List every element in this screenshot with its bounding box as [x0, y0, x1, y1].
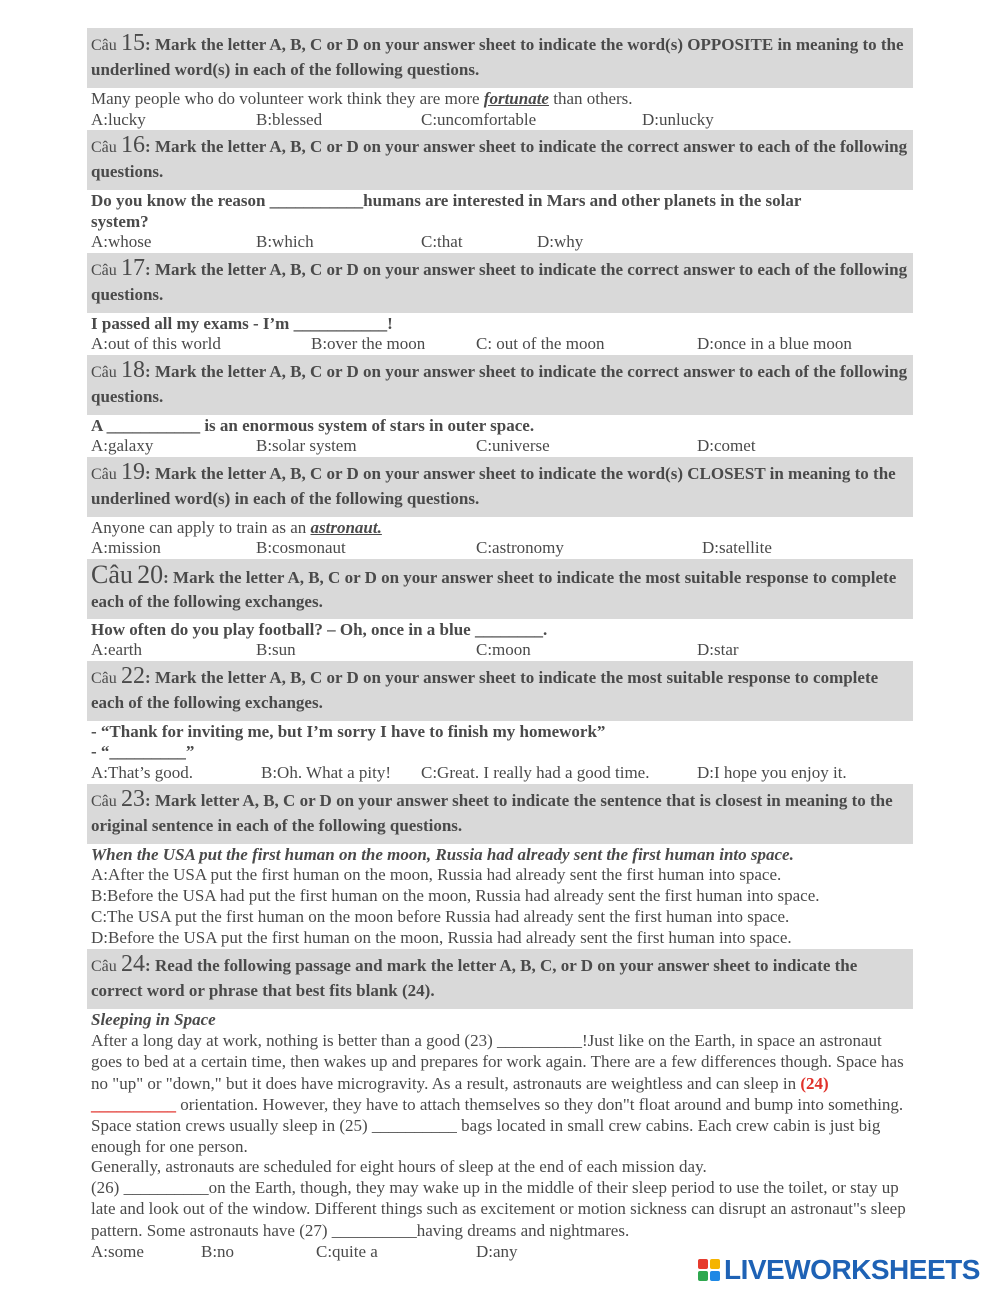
question-20-option-b[interactable]: B:sun — [256, 640, 296, 659]
question-16-option-b[interactable]: B:which — [256, 232, 314, 251]
question-18-option-d[interactable]: D:comet — [697, 436, 756, 455]
question-23-option-a[interactable]: A:After the USA put the first human on the moon, Russia had already sent the first human into space. — [91, 865, 782, 884]
question-19-option-a[interactable]: A:mission — [91, 538, 161, 557]
question-16-stem-line-1: Do you know the reason ___________humans are interested in Mars and other planets in the solar — [91, 191, 802, 210]
question-23-instruction: Câu 23: Mark letter A, B, C or D on your answer sheet to indicate the sentence that is closest in meaning to the original sentence in each of the following questions. — [91, 786, 893, 835]
question-15-option-a[interactable]: A:lucky — [91, 110, 146, 129]
question-17-option-b[interactable]: B:over the moon — [311, 334, 426, 353]
question-17-option-c[interactable]: C: out of the moon — [476, 334, 605, 353]
question-19-option-b[interactable]: B:cosmonaut — [256, 538, 346, 557]
passage-title: Sleeping in Space — [91, 1010, 216, 1029]
question-15-option-c[interactable]: C:uncomfortable — [421, 110, 537, 129]
question-22-option-c[interactable]: C:Great. I really had a good time. — [421, 763, 650, 782]
question-17-option-a[interactable]: A:out of this world — [91, 334, 221, 353]
question-20-option-c[interactable]: C:moon — [476, 640, 531, 659]
question-16-instruction: Câu 16: Mark the letter A, B, C or D on your answer sheet to indicate the correct answer to each of the following questions. — [91, 132, 908, 181]
question-19-option-d[interactable]: D:satellite — [702, 538, 772, 557]
passage-paragraph-2: Generally, astronauts are scheduled for eight hours of sleep at the end of each mission day. — [91, 1157, 707, 1176]
question-23-option-d[interactable]: D:Before the USA put the first human on the moon, Russia had already sent the first human into space. — [91, 928, 792, 947]
question-15-stem: Many people who do volunteer work think they are more fortunate than others. — [91, 89, 633, 108]
question-17-stem: I passed all my exams - I’m ___________! — [91, 314, 393, 333]
liveworksheets-logo-icon — [698, 1259, 720, 1281]
passage-paragraph-3: (26) __________on the Earth, though, they may wake up in the middle of their sleep period to use the toilet, or stay up late and look out of the window. Different things such as excitement or motion sickness can disrupt an astronaut"s sleep pattern. Some astronauts have (27) __________having dreams and nightmares. — [91, 1178, 906, 1240]
question-19-option-c[interactable]: C:astronomy — [476, 538, 564, 557]
liveworksheets-logo-text: LIVEWORKSHEETS — [724, 1254, 980, 1285]
question-20-option-d[interactable]: D:star — [697, 640, 739, 659]
question-24-option-a[interactable]: A:some — [91, 1242, 144, 1261]
question-18-option-b[interactable]: B:solar system — [256, 436, 357, 455]
question-15-option-b[interactable]: B:blessed — [256, 110, 323, 129]
question-15-option-d[interactable]: D:unlucky — [642, 110, 714, 129]
question-16-option-d[interactable]: D:why — [537, 232, 584, 251]
question-22-stem-line-1: - “Thank for inviting me, but I’m sorry I have to finish my homework” — [91, 722, 606, 741]
question-18-instruction: Câu 18: Mark the letter A, B, C or D on your answer sheet to indicate the correct answer to each of the following questions. — [91, 357, 908, 406]
question-24-option-d[interactable]: D:any — [476, 1242, 518, 1261]
question-20-instruction: Câu 20: Mark the letter A, B, C or D on your answer sheet to indicate the most suitable response to complete each of the following exchanges. — [91, 560, 897, 611]
question-23-option-b[interactable]: B:Before the USA had put the first human on the moon, Russia had already sent the first human into space. — [91, 886, 820, 905]
question-24-instruction: Câu 24: Read the following passage and mark the letter A, B, C, or D on your answer sheet to indicate the correct word or phrase that best fits blank (24). — [91, 951, 858, 1000]
question-18-option-a[interactable]: A:galaxy — [91, 436, 154, 455]
passage-paragraph-1: After a long day at work, nothing is better than a good (23) __________!Just like on the Earth, in space an astronaut goes to bed at a certain time, then wakes up and prepares for work again. There are a few differences though. Space has no "up" or "down," but it does have microgravity. As a result, astronauts are weightless and can sleep in (24) __________ orientation. However, they have to attach themselves so they don"t float around and bump into something. Space station crews usually sleep in (25) __________ bags located in small crew cabins. Each crew cabin is just big enough for one person. — [91, 1031, 904, 1157]
question-18-option-c[interactable]: C:universe — [476, 436, 550, 455]
question-15-instruction: Câu 15: Mark the letter A, B, C or D on your answer sheet to indicate the word(s) OPPOSITE in meaning to the underlined word(s) in each of the following questions. — [91, 30, 904, 79]
question-16-stem-line-2: system? — [91, 212, 149, 231]
liveworksheets-logo[interactable] — [698, 1253, 980, 1287]
question-22-option-b[interactable]: B:Oh. What a pity! — [261, 763, 391, 782]
question-22-stem-line-2: - “_________” — [91, 742, 195, 761]
question-20-stem: How often do you play football? – Oh, once in a blue ________. — [91, 620, 548, 639]
question-24-option-c[interactable]: C:quite a — [316, 1242, 378, 1261]
question-16-option-c[interactable]: C:that — [421, 232, 463, 251]
question-17-instruction: Câu 17: Mark the letter A, B, C or D on your answer sheet to indicate the correct answer to each of the following questions. — [91, 255, 908, 304]
question-23-stem: When the USA put the first human on the moon, Russia had already sent the first human into space. — [91, 845, 794, 864]
question-22-instruction: Câu 22: Mark the letter A, B, C or D on your answer sheet to indicate the most suitable response to complete each of the following exchanges. — [91, 663, 879, 712]
question-23-option-c[interactable]: C:The USA put the first human on the moon before Russia had already sent the first human into space. — [91, 907, 790, 926]
question-18-stem: A ___________ is an enormous system of stars in outer space. — [91, 416, 535, 435]
question-20-option-a[interactable]: A:earth — [91, 640, 142, 659]
question-22-option-d[interactable]: D:I hope you enjoy it. — [697, 763, 847, 782]
question-19-instruction: Câu 19: Mark the letter A, B, C or D on your answer sheet to indicate the word(s) CLOSEST in meaning to the underlined word(s) in each of the following questions. — [91, 459, 896, 508]
question-24-option-b[interactable]: B:no — [201, 1242, 235, 1261]
question-17-option-d[interactable]: D:once in a blue moon — [697, 334, 852, 353]
question-16-option-a[interactable]: A:whose — [91, 232, 152, 251]
question-22-option-a[interactable]: A:That’s good. — [91, 763, 193, 782]
question-19-stem: Anyone can apply to train as an astronaut. — [91, 518, 382, 537]
